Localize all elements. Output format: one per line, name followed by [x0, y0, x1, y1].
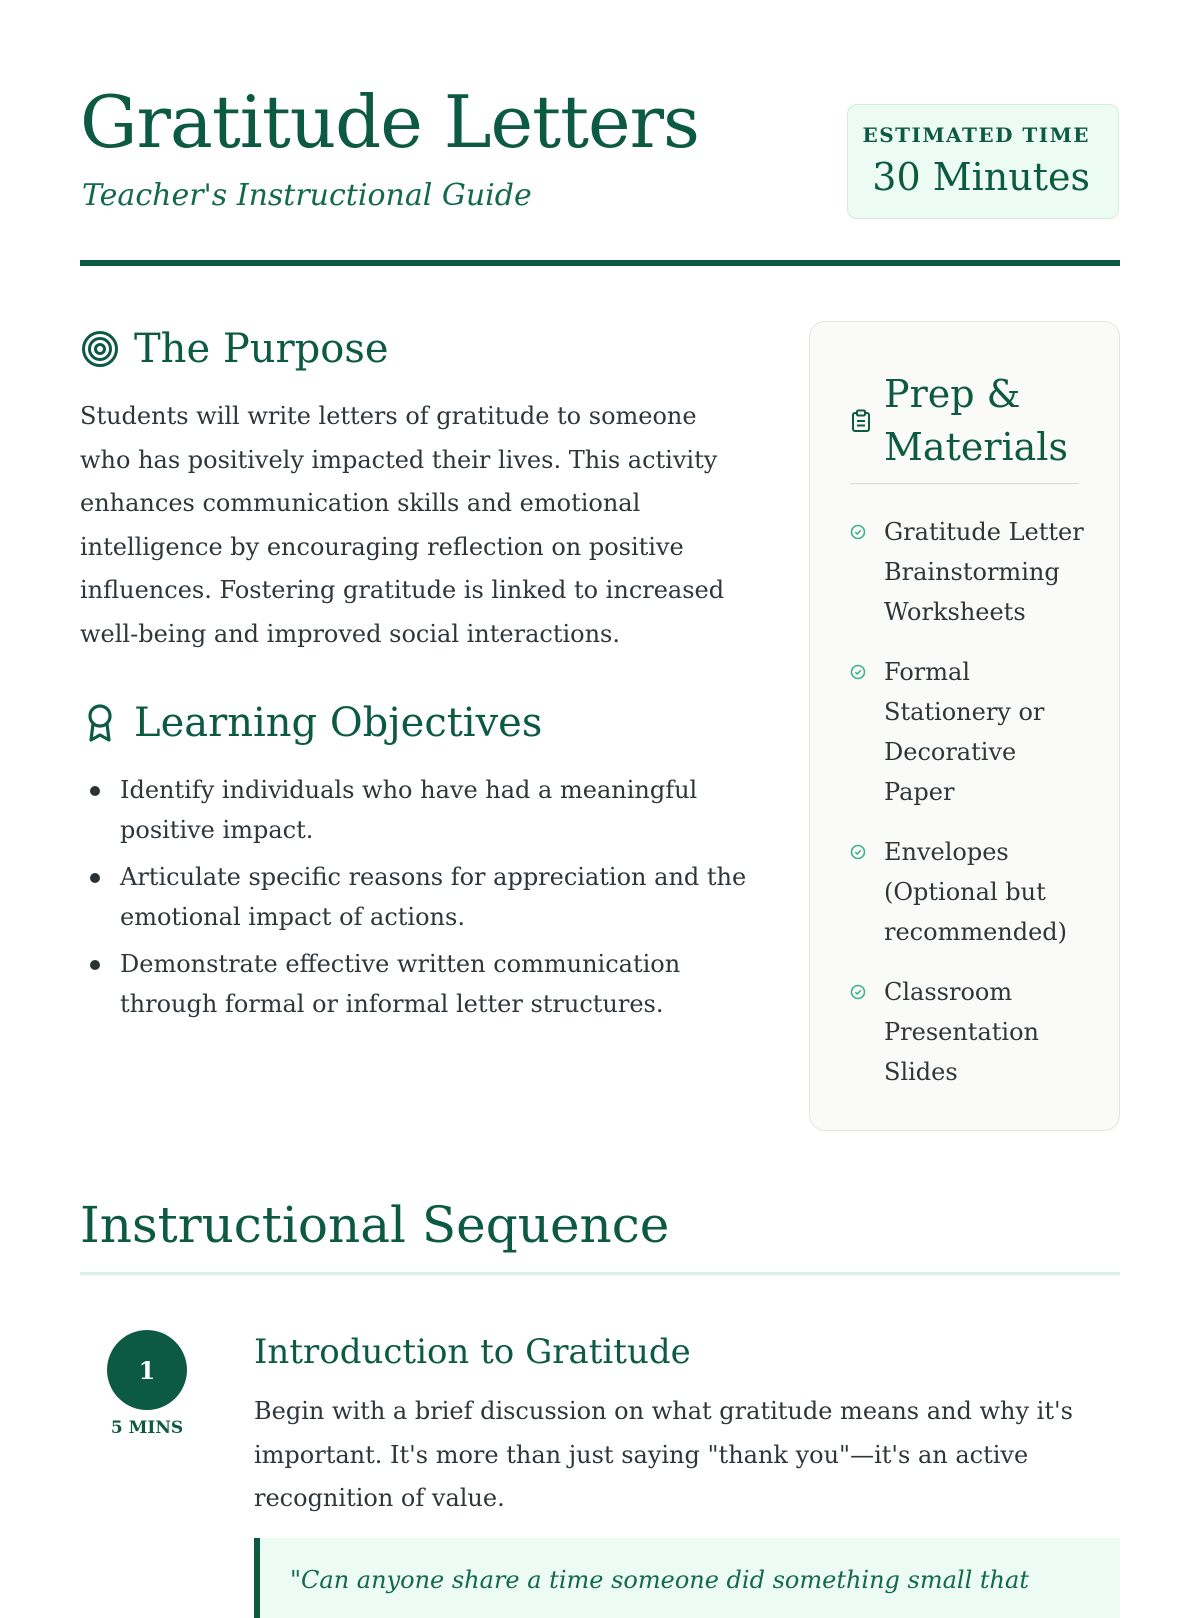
estimated-time-value: 30 Minutes [872, 155, 1090, 199]
prep-divider [850, 483, 1079, 484]
prep-list [850, 512, 1090, 1112]
step-description: Begin with a brief discussion on what gratitude means and why it's important. It's more than just saying "thank you"—it's an active recognition of value. [254, 1397, 1073, 1512]
check-circle-icon [850, 844, 866, 860]
objective-item [80, 944, 760, 1024]
prep-item [850, 832, 1090, 952]
step-number-badge: 1 [107, 1330, 187, 1410]
objectives-list [80, 770, 760, 1031]
check-circle-icon [850, 984, 866, 1000]
step-quote-box [254, 1538, 1120, 1618]
step-duration: 5 MINS [110, 1418, 184, 1438]
prep-item-text: Envelopes (Optional but recommended) [884, 838, 1068, 946]
prep-item-text: Gratitude Letter Brainstorming Worksheets [884, 518, 1084, 626]
bullet-icon [90, 960, 100, 970]
prep-materials-card [809, 321, 1120, 1131]
objectives-heading [80, 700, 542, 746]
prep-heading [850, 368, 1080, 474]
objective-item [80, 770, 760, 850]
prep-item [850, 652, 1090, 812]
prep-item [850, 972, 1090, 1092]
bullet-icon [90, 786, 100, 796]
objective-text: Articulate specific reasons for appreciation and the emotional impact of actions. [120, 863, 747, 931]
award-icon [80, 703, 120, 743]
purpose-text: Students will write letters of gratitude to someone who has positively impacted their lives. This activity enhances communication skills and emotional intelligence by encouraging reflection on positive influences. Fostering gratitude is linked to increased well-being and improved social interactions. [80, 402, 725, 648]
page-title: Gratitude Letters [80, 80, 699, 164]
prep-heading-text: Prep & Materials [884, 372, 1068, 469]
step-quote-text: "Can anyone share a time someone did something small that [290, 1566, 1029, 1594]
estimated-time-label: ESTIMATED TIME [862, 123, 1090, 147]
estimated-time-box [847, 104, 1119, 219]
prep-item [850, 512, 1090, 632]
objective-item [80, 857, 760, 937]
bullet-icon [90, 873, 100, 883]
objectives-heading-text: Learning Objectives [134, 700, 543, 746]
page-subtitle: Teacher's Instructional Guide [82, 178, 532, 213]
header-divider [80, 260, 1120, 266]
target-icon [80, 329, 120, 369]
check-circle-icon [850, 524, 866, 540]
purpose-heading-text: The Purpose [134, 326, 389, 372]
sequence-heading: Instructional Sequence [80, 1196, 670, 1254]
objective-text: Demonstrate effective written communication through formal or informal letter structures. [120, 950, 681, 1018]
check-circle-icon [850, 664, 866, 680]
objective-text: Identify individuals who have had a meaningful positive impact. [120, 776, 698, 844]
purpose-heading [80, 326, 389, 372]
sequence-divider [80, 1272, 1120, 1275]
clipboard-icon [850, 409, 872, 433]
prep-item-text: Formal Stationery or Decorative Paper [884, 658, 1045, 806]
prep-item-text: Classroom Presentation Slides [884, 978, 1039, 1086]
step-title: Introduction to Gratitude [254, 1332, 691, 1372]
